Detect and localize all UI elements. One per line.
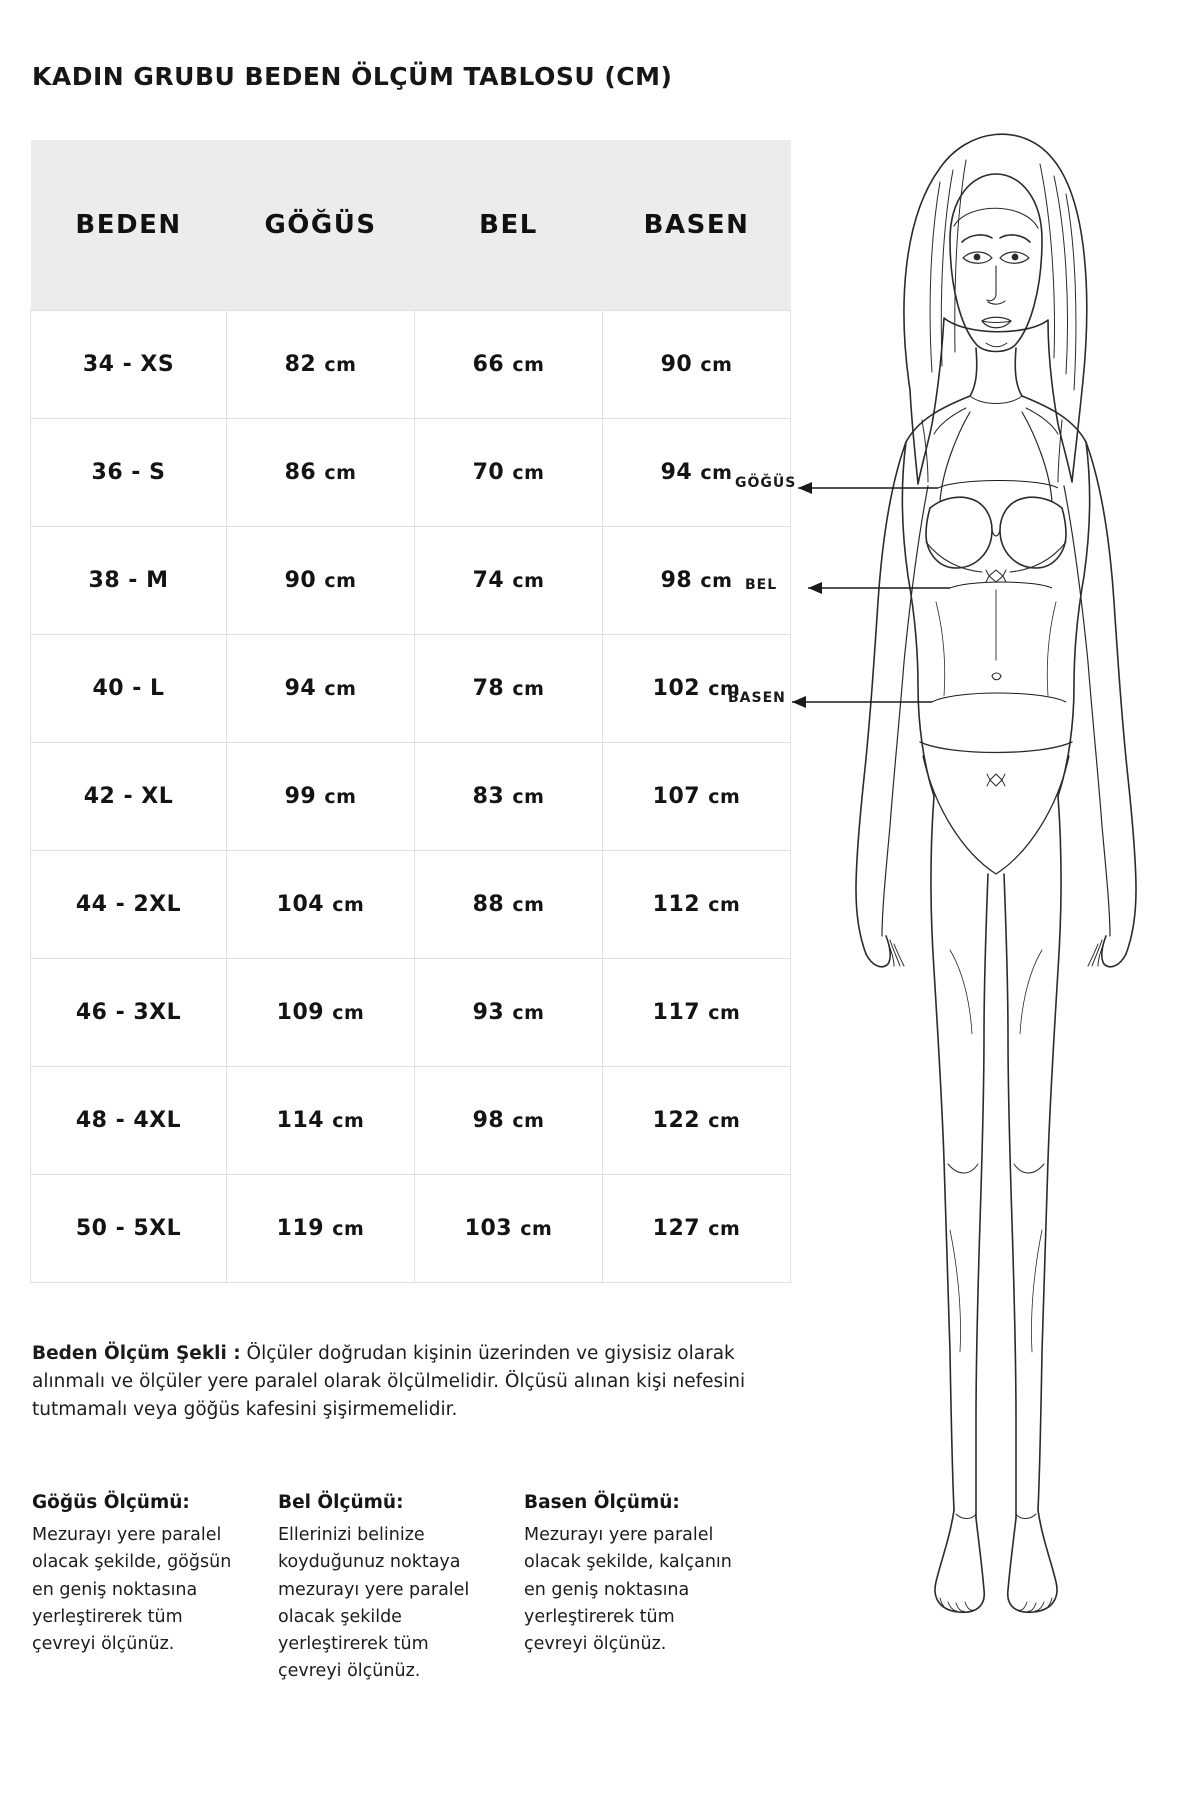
- hair-outline: [904, 134, 1087, 484]
- cell-bel: 66 cm: [415, 310, 603, 418]
- cell-gogus: 119 cm: [227, 1174, 415, 1282]
- note-text-bel: Ellerinizi belinize koyduğunuz noktaya mezurayı yere paralel olacak şekilde yerleştirerek tüm çevreyi ölçünüz.: [278, 1525, 470, 1682]
- knee-right: [1014, 1164, 1044, 1173]
- cell-gogus: 86 cm: [227, 418, 415, 526]
- briefs-bow: [990, 774, 1002, 786]
- cell-bel: 98 cm: [415, 1066, 603, 1174]
- leg-left-inner: [976, 874, 988, 1518]
- body-figure-panel: [728, 90, 1200, 1750]
- bust-right: [1000, 497, 1066, 568]
- neck-left: [970, 348, 977, 396]
- page-title: KADIN GRUBU BEDEN ÖLÇÜM TABLOSU (CM): [32, 62, 673, 91]
- size-table: [30, 140, 791, 1283]
- cell-basen: 90 cm: [603, 310, 791, 418]
- table-row: [31, 526, 791, 634]
- cell-basen: 112 cm: [603, 850, 791, 958]
- note-title-bel: Bel Ölçümü:: [278, 1492, 404, 1513]
- table-row: [31, 958, 791, 1066]
- column-header-bel: BEL: [415, 140, 603, 310]
- table-header-row: [31, 140, 791, 310]
- column-header-beden: BEDEN: [31, 140, 227, 310]
- cell-bel: 74 cm: [415, 526, 603, 634]
- table-header: [31, 140, 791, 310]
- cell-beden: 46 - 3XL: [31, 958, 227, 1066]
- briefs-waistband: [920, 742, 1072, 753]
- table-row: [31, 742, 791, 850]
- arm-right-outer: [1086, 442, 1136, 954]
- cell-beden: 50 - 5XL: [31, 1174, 227, 1282]
- cell-beden: 48 - 4XL: [31, 1066, 227, 1174]
- cell-basen: 122 cm: [603, 1066, 791, 1174]
- cell-bel: 83 cm: [415, 742, 603, 850]
- note-column-gogus: [32, 1492, 278, 1686]
- measurement-method-text: Ölçüler doğrudan kişinin üzerinden ve giysisiz olarak alınmalı ve ölçüler yere paralel olarak ölçülmelidir. Ölçüsü alınan kişi nefesini tutmamalı veya göğüs kafesini şişirmemelidir.: [32, 1343, 746, 1421]
- face-outline: [950, 174, 1042, 352]
- cell-gogus: 94 cm: [227, 634, 415, 742]
- female-body-illustration: [790, 90, 1200, 1750]
- cell-bel: 78 cm: [415, 634, 603, 742]
- foot-left: [935, 1510, 984, 1612]
- cell-bel: 70 cm: [415, 418, 603, 526]
- column-header-gogus: GÖĞÜS: [227, 140, 415, 310]
- neck-right: [1015, 348, 1022, 396]
- cell-beden: 44 - 2XL: [31, 850, 227, 958]
- cell-bel: 103 cm: [415, 1174, 603, 1282]
- cell-beden: 36 - S: [31, 418, 227, 526]
- callout-label-bel: BEL: [745, 577, 778, 593]
- leg-right-inner: [1004, 874, 1016, 1518]
- table-row: [31, 1066, 791, 1174]
- hand-right: [1102, 936, 1126, 967]
- shoulder-left: [906, 396, 970, 442]
- size-table-container: [30, 140, 790, 1283]
- arrow-bel: [808, 582, 822, 594]
- navel: [992, 673, 1001, 680]
- cell-gogus: 114 cm: [227, 1066, 415, 1174]
- note-text-basen: Mezurayı yere paralel olacak şekilde, kalçanın en geniş noktasına yerleştirerek tüm çevreyi ölçünüz.: [524, 1525, 732, 1655]
- cell-gogus: 82 cm: [227, 310, 415, 418]
- leg-right-outer: [1038, 796, 1061, 1510]
- cell-bel: 93 cm: [415, 958, 603, 1066]
- arm-left-outer: [856, 442, 906, 954]
- note-title-basen: Basen Ölçümü:: [524, 1492, 680, 1513]
- measurement-notes-columns: [32, 1492, 772, 1686]
- cell-basen: 107 cm: [603, 742, 791, 850]
- bust-left: [926, 497, 992, 568]
- note-text-gogus: Mezurayı yere paralel olacak şekilde, göğsün en geniş noktasına yerleştirerek tüm çevreyi ölçünüz.: [32, 1525, 232, 1655]
- cell-bel: 88 cm: [415, 850, 603, 958]
- table-row: [31, 850, 791, 958]
- table-body: [31, 310, 791, 1282]
- cell-gogus: 99 cm: [227, 742, 415, 850]
- note-column-basen: [524, 1492, 770, 1686]
- knee-left: [948, 1164, 978, 1173]
- table-row: [31, 418, 791, 526]
- cell-beden: 42 - XL: [31, 742, 227, 850]
- table-row: [31, 634, 791, 742]
- cell-gogus: 90 cm: [227, 526, 415, 634]
- foot-right: [1008, 1510, 1057, 1612]
- callout-label-gogus: GÖĞÜS: [735, 475, 797, 491]
- arrow-gogus: [798, 482, 812, 494]
- torso-right: [1058, 442, 1090, 796]
- cell-basen: 117 cm: [603, 958, 791, 1066]
- leg-left-outer: [931, 796, 954, 1510]
- column-header-basen: BASEN: [603, 140, 791, 310]
- measurement-method-label: Beden Ölçüm Şekli :: [32, 1343, 241, 1364]
- bra-strap-right: [1022, 412, 1052, 502]
- note-column-bel: [278, 1492, 524, 1686]
- table-row: [31, 1174, 791, 1282]
- table-row: [31, 310, 791, 418]
- cell-basen: 127 cm: [603, 1174, 791, 1282]
- note-title-gogus: Göğüs Ölçümü:: [32, 1492, 190, 1513]
- bra-strap-left: [940, 412, 970, 502]
- cell-basen: 94 cm: [603, 418, 791, 526]
- cell-beden: 34 - XS: [31, 310, 227, 418]
- cell-basen: 98 cm: [603, 526, 791, 634]
- cell-gogus: 104 cm: [227, 850, 415, 958]
- cell-beden: 38 - M: [31, 526, 227, 634]
- cell-basen: 102 cm: [603, 634, 791, 742]
- hand-left: [866, 936, 890, 967]
- measurement-method-note: [32, 1340, 772, 1424]
- cell-gogus: 109 cm: [227, 958, 415, 1066]
- ankle-right: [1016, 1514, 1036, 1519]
- ankle-left: [956, 1514, 976, 1519]
- cell-beden: 40 - L: [31, 634, 227, 742]
- callout-label-basen: BASEN: [728, 690, 786, 706]
- arrow-basen: [792, 696, 806, 708]
- torso-left: [902, 442, 934, 796]
